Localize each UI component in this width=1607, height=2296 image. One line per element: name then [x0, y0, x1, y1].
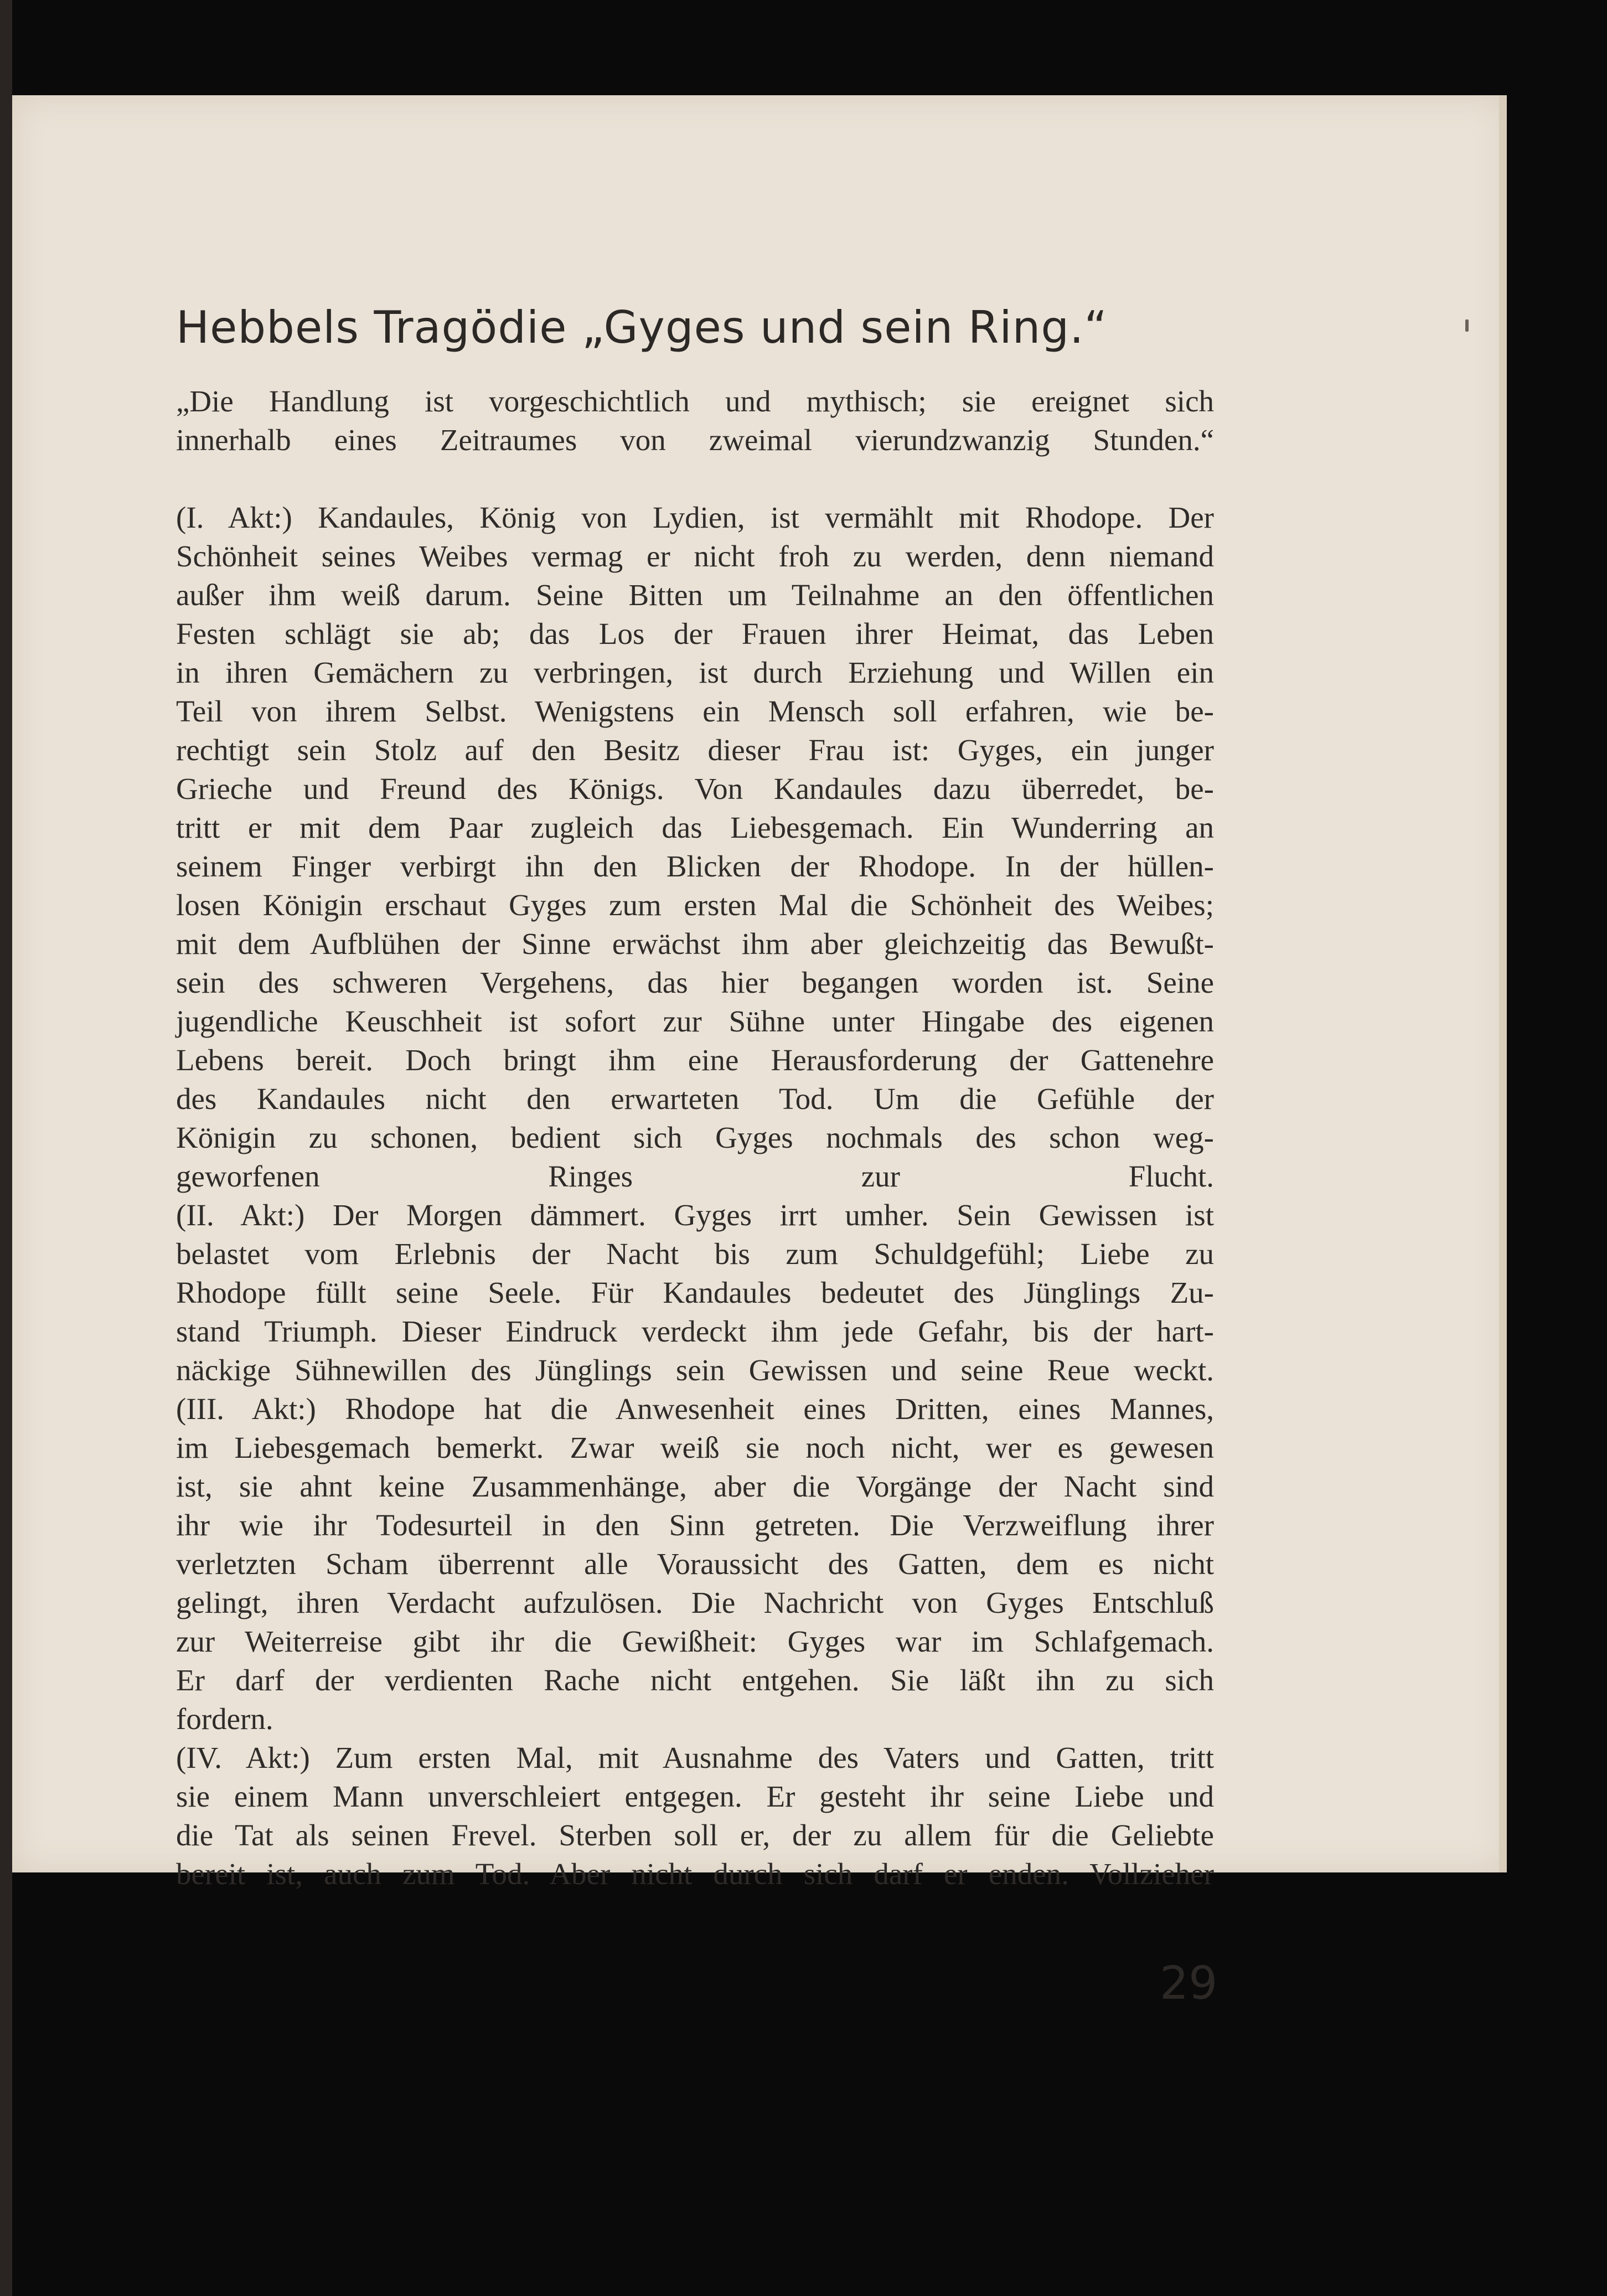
text-line: losen Königin erschaut Gyges zum ersten Mal die Schönheit des Weibes; [176, 888, 1214, 922]
intro-line: innerhalb eines Zeitraumes von zweimal vierundzwanzig Stunden.“ [176, 423, 1214, 457]
paragraph-gap [176, 460, 1214, 498]
text-line: Grieche und Freund des Königs. Von Kandaules dazu überredet, be- [176, 772, 1214, 806]
text-line: die Tat als seinen Frevel. Sterben soll er, der zu allem für die Geliebte [176, 1818, 1214, 1852]
body-text [176, 382, 1214, 1893]
text-line: tritt er mit dem Paar zugleich das Liebesgemach. Ein Wunderring an [176, 811, 1214, 844]
text-line: seinem Finger verbirgt ihn den Blicken der Rhodope. In der hüllen- [176, 849, 1214, 883]
text-line: zur Weiterreise gibt ihr die Gewißheit: Gyges war im Schlafgemach. [176, 1624, 1214, 1658]
text-line: belastet vom Erlebnis der Nacht bis zum Schuldgefühl; Liebe zu [176, 1237, 1214, 1271]
text-line: bereit ist, auch zum Tod. Aber nicht durch sich darf er enden. Vollzieher [176, 1857, 1214, 1891]
text-line: ihr wie ihr Todesurteil in den Sinn getreten. Die Verzweiflung ihrer [176, 1508, 1214, 1542]
text-line: fordern. [176, 1702, 273, 1736]
text-line: außer ihm weiß darum. Seine Bitten um Teilnahme an den öffentlichen [176, 578, 1214, 612]
text-line: Teil von ihrem Selbst. Wenigstens ein Mensch soll erfahren, wie be- [176, 694, 1214, 728]
text-line: sie einem Mann unverschleiert entgegen. Er gesteht ihr seine Liebe und [176, 1779, 1214, 1813]
text-line: im Liebesgemach bemerkt. Zwar weiß sie noch nicht, wer es gewesen [176, 1431, 1214, 1464]
text-line: sein des schweren Vergehens, das hier begangen worden ist. Seine [176, 966, 1214, 999]
text-line: verletzten Scham überrennt alle Voraussicht des Gatten, dem es nicht [176, 1547, 1214, 1581]
scan-left-edge [0, 0, 12, 2296]
text-line: (II. Akt:) Der Morgen dämmert. Gyges irrt umher. Sein Gewissen ist [176, 1198, 1214, 1232]
text-line: Schönheit seines Weibes vermag er nicht froh zu werden, denn niemand [176, 539, 1214, 573]
scan-speck [1465, 319, 1469, 332]
text-line: mit dem Aufblühen der Sinne erwächst ihm aber gleichzeitig das Bewußt- [176, 927, 1214, 961]
text-line: jugendliche Keuschheit ist sofort zur Sühne unter Hingabe des eigenen [176, 1004, 1214, 1038]
text-line: in ihren Gemächern zu verbringen, ist durch Erziehung und Willen ein [176, 656, 1214, 689]
text-line: stand Triumph. Dieser Eindruck verdeckt ihm jede Gefahr, bis der hart- [176, 1314, 1214, 1348]
text-line: Er darf der verdienten Rache nicht entgehen. Sie läßt ihn zu sich [176, 1663, 1214, 1697]
chapter-heading: Hebbels Tragödie „Gyges und sein Ring.“ [176, 302, 1108, 353]
text-line: (IV. Akt:) Zum ersten Mal, mit Ausnahme des Vaters und Gatten, tritt [176, 1741, 1214, 1774]
text-line: ist, sie ahnt keine Zusammenhänge, aber die Vorgänge der Nacht sind [176, 1469, 1214, 1503]
text-line: näckige Sühnewillen des Jünglings sein Gewissen und seine Reue weckt. [176, 1353, 1214, 1387]
page-number: 29 [1160, 1957, 1218, 2010]
text-line: Königin zu schonen, bedient sich Gyges nochmals des schon weg- [176, 1121, 1214, 1154]
text-line: gelingt, ihren Verdacht aufzulösen. Die Nachricht von Gyges Entschluß [176, 1586, 1214, 1619]
text-line: geworfenen Ringes zur Flucht. [176, 1159, 1214, 1193]
text-line: rechtigt sein Stolz auf den Besitz dieser Frau ist: Gyges, ein junger [176, 733, 1214, 767]
text-line: Festen schlägt sie ab; das Los der Frauen ihrer Heimat, das Leben [176, 617, 1214, 651]
text-line: des Kandaules nicht den erwarteten Tod. Um die Gefühle der [176, 1082, 1214, 1116]
text-line: Rhodope füllt seine Seele. Für Kandaules bedeutet des Jünglings Zu- [176, 1276, 1214, 1309]
text-line: (III. Akt:) Rhodope hat die Anwesenheit eines Dritten, eines Mannes, [176, 1392, 1214, 1426]
text-line: (I. Akt:) Kandaules, König von Lydien, ist vermählt mit Rhodope. Der [176, 501, 1214, 534]
page-edge [1499, 95, 1507, 1872]
text-line: Lebens bereit. Doch bringt ihm eine Herausforderung der Gattenehre [176, 1043, 1214, 1077]
intro-line: „Die Handlung ist vorgeschichtlich und mythisch; sie ereignet sich [176, 384, 1214, 418]
